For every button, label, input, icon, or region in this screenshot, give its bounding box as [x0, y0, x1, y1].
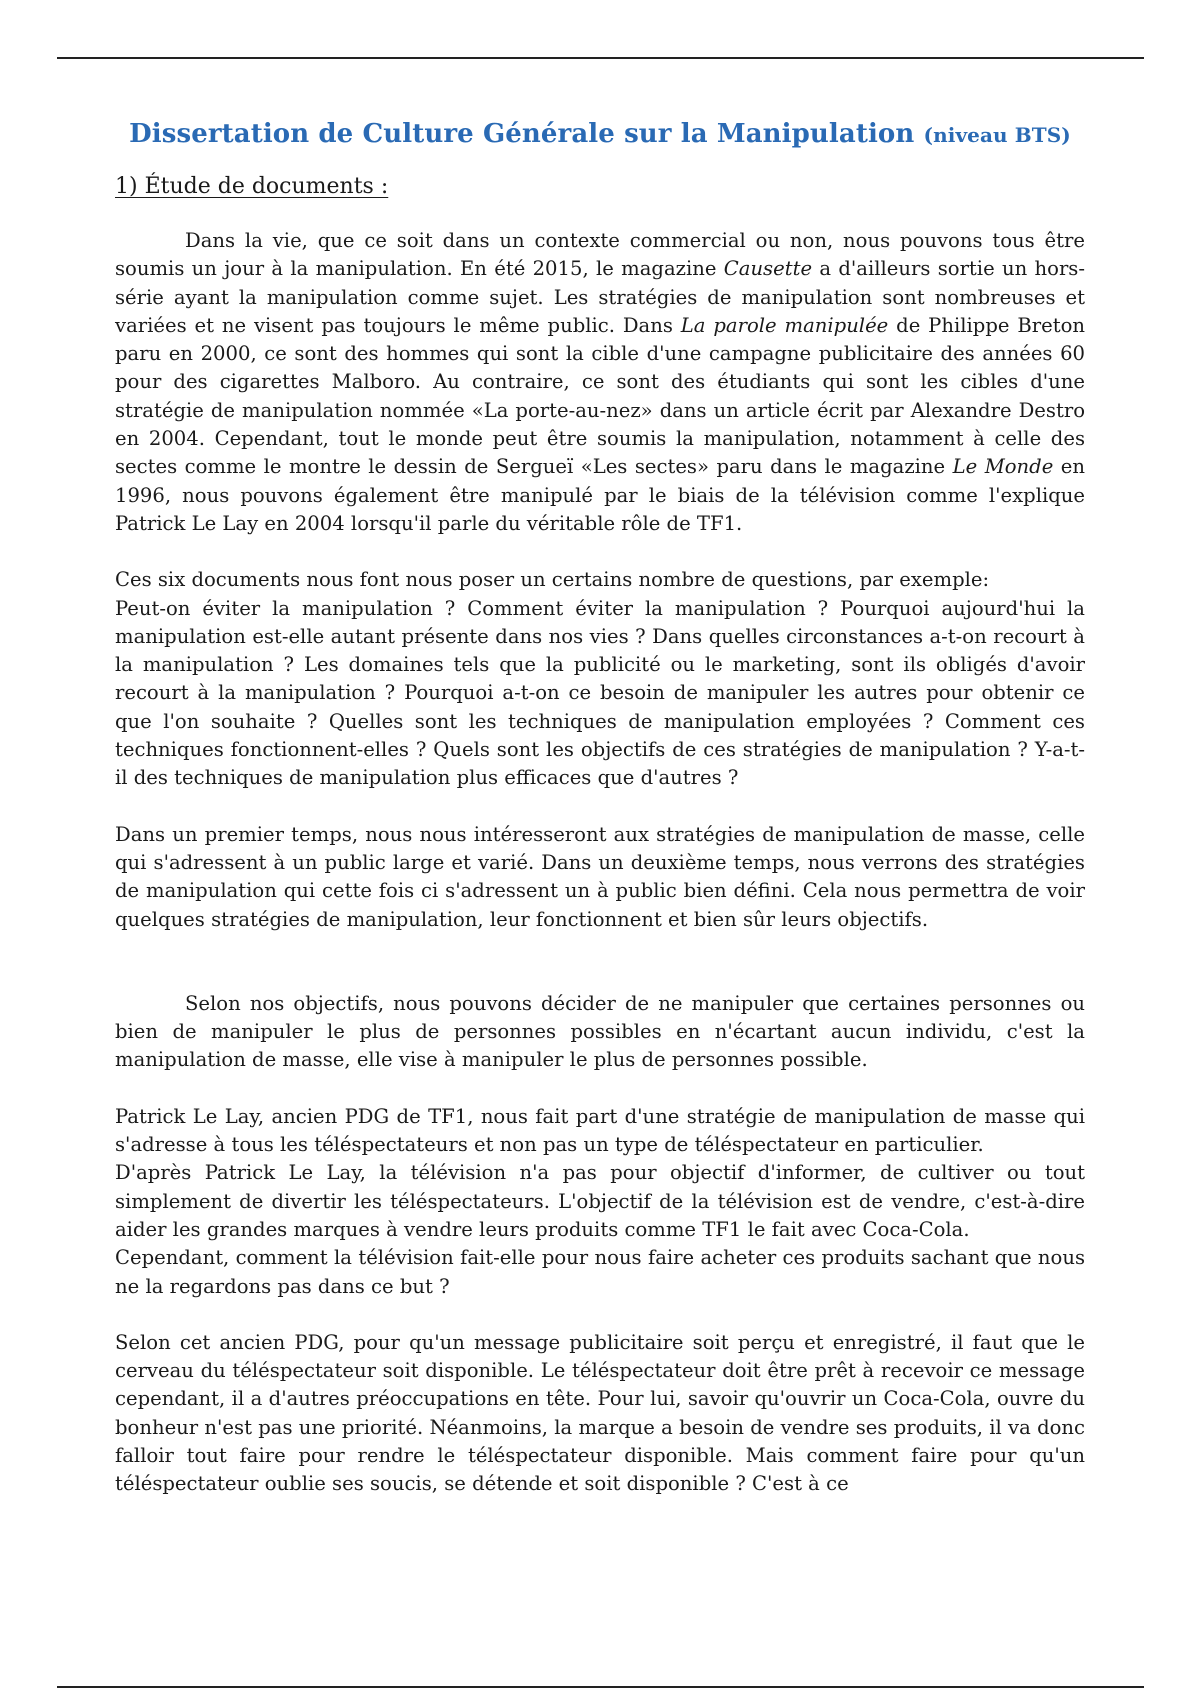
- book-title-la-parole-manipulee: La parole manipulée: [680, 313, 889, 337]
- header-rule: [57, 57, 1144, 59]
- paragraph-plan: Dans un premier temps, nous nous intéresseront aux stratégies de manipulation de masse, celle qui s'adressent à un public large et varié. Dans un deuxième temps, nous verrons des stratégies de manipulation qui cette fois ci s'adressent un à public bien défini. Cela nous permettra de voir quelques stratégies de manipulation, leur fonctionnent et bien sûr leurs objectifs.: [115, 822, 1085, 931]
- title-main: Dissertation de Culture Générale sur la Manipulation: [129, 119, 915, 149]
- document-page: [115, 112, 1085, 1499]
- title-suffix: (niveau BTS): [923, 123, 1071, 147]
- paragraph-questions: [115, 566, 1085, 792]
- questions-body: Peut-on éviter la manipulation ? Comment éviter la manipulation ? Pourquoi aujourd'hui la manipulation est-elle autant présente dans nos vies ? Dans quelles circonstances a-t-on recourt à la manipulation ? Les domaines tels que la publicité ou le marketing, sont ils obligés d'avoir recourt à la manipulation ? Pourquoi a-t-on ce besoin de manipuler les autres pour obtenir ce que l'on souhaite ? Quelles sont les techniques de manipulation employées ? Comment ces techniques fonctionnent-elles ? Quels sont les objectifs de ces stratégies de manipulation ? Y-a-t-il des techniques de manipulation plus efficaces que d'autres ?: [115, 596, 1085, 790]
- document-title: [115, 117, 1085, 152]
- magazine-title-le-monde: Le Monde: [952, 455, 1054, 479]
- paragraph-mass-manipulation: Selon nos objectifs, nous pouvons décider de ne manipuler que certaines personnes ou bien de manipuler le plus de personnes possibles en n'écartant aucun individu, c'est la manipulation de masse, elle vise à manipuler le plus de personnes possible.: [115, 991, 1085, 1072]
- questions-lead: Ces six documents nous font nous poser un certains nombre de questions, par exemple:: [115, 568, 990, 592]
- paragraph-intro: Dans la vie, que ce soit dans un contexte commercial ou non, nous pouvons tous être soumis un jour à la manipulation. En été 2015, le magazine Causette a d'ailleurs sortie un hors-série ayant la manipulation comme sujet. Les stratégies de manipulation sont nombreuses et variées et ne visent pas toujours le même public. Dans La parole manipulée de Philippe Breton paru en 2000, ce sont des hommes qui sont la cible d'une campagne publicitaire des années 60 pour des cigarettes Malboro. Au contraire, ce sont des étudiants qui sont les cibles d'une stratégie de manipulation nommée «La porte-au-nez» dans un article écrit par Alexandre Destro en 2004. Cependant, tout le monde peut être soumis la manipulation, notamment à celle des sectes comme le montre le dessin de Sergueï «Les sectes» paru dans le magazine Le Monde en 1996, nous pouvons également être manipulé par le biais de la télévision comme l'explique Patrick Le Lay en 2004 lorsqu'il parle du véritable rôle de TF1.: [115, 229, 1086, 535]
- paragraph-patrick-le-lay: Patrick Le Lay, ancien PDG de TF1, nous fait part d'une stratégie de manipulation de masse qui s'adresse à tous les téléspectateurs et non pas un type de téléspectateur en particulier. D'après Patrick Le Lay, la télévision n'a pas pour objectif d'informer, de cultiver ou tout simplement de divertir les téléspectateurs. L'objectif de la télévision est de vendre, c'est-à-dire aider les grandes marques à vendre leurs produits comme TF1 le fait avec Coca-Cola. Cependant, comment la télévision fait-elle pour nous faire acheter ces produits sachant que nous ne la regardons pas dans ce but ?: [115, 1104, 1085, 1298]
- magazine-title-causette: Causette: [723, 257, 813, 281]
- footer-rule: [57, 1686, 1144, 1688]
- section-heading: 1) Étude de documents :: [115, 174, 389, 199]
- paragraph-brain-availability: Selon cet ancien PDG, pour qu'un message publicitaire soit perçu et enregistré, il faut que le cerveau du téléspectateur soit disponible. Le téléspectateur doit être prêt à recevoir ce message cependant, il a d'autres préoccupations en tête. Pour lui, savoir qu'ouvrir un Coca-Cola, ouvre du bonheur n'est pas une priorité. Néanmoins, la marque a besoin de vendre ses produits, il va donc falloir tout faire pour rendre le téléspectateur disponible. Mais comment faire pour qu'un téléspectateur oublie ses soucis, se détende et soit disponible ? C'est à ce: [115, 1330, 1085, 1496]
